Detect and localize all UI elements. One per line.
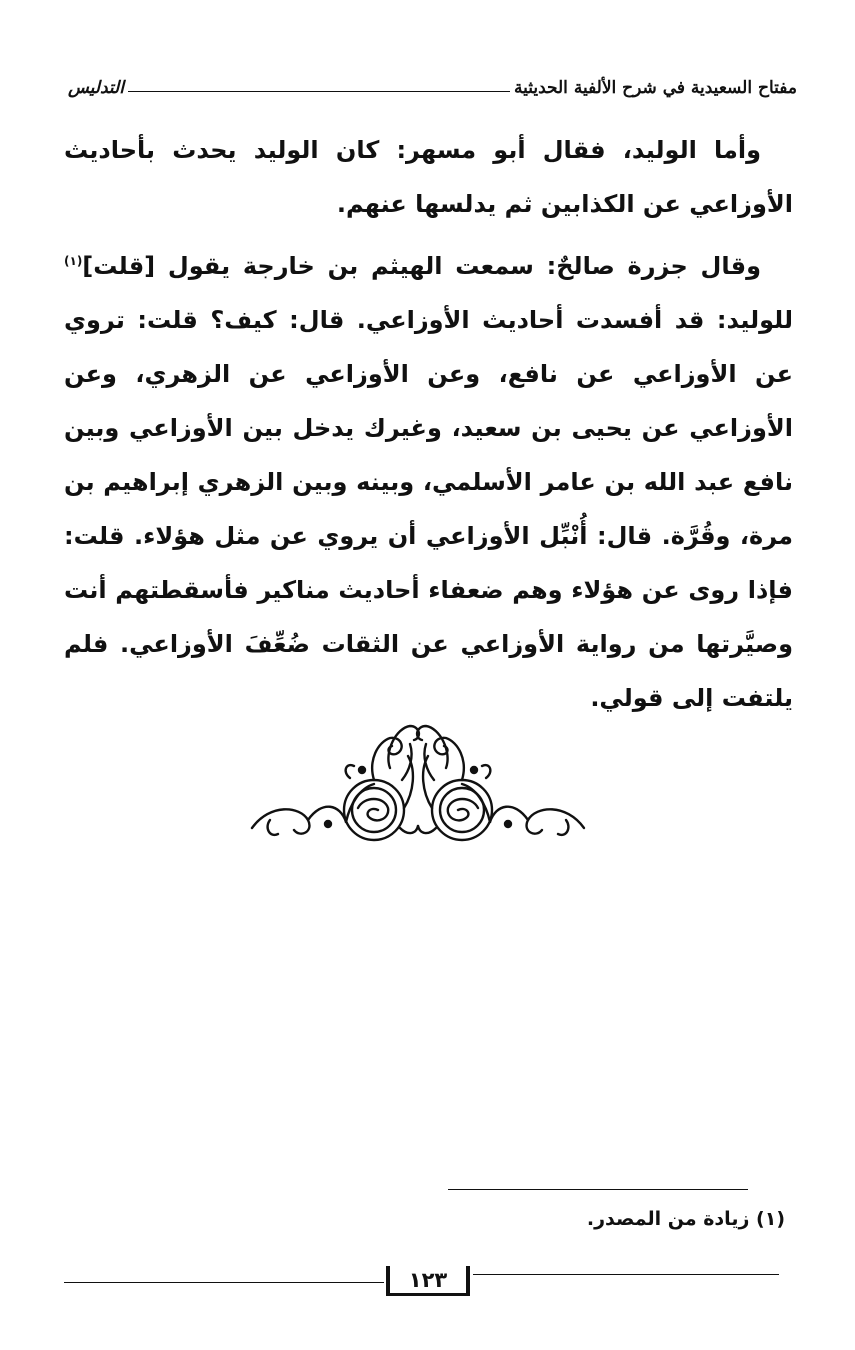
paragraph-text: للوليد: قد أفسدت أحاديث الأوزاعي. قال: كيف؟ قلت: تروي عن الأوزاعي عن نافع، وعن الأوزاعي عن الزهري، وعن الأوزاعي عن يحيى بن سعيد، وغيرك يدخل بين الأوزاعي وبين نافع عبد الله بن عامر الأسلمي، وبينه وبين الزهري إبراهيم بن مرة، وقُرَّة. قال: أُنْبِّل الأوزاعي أن يروي عن مثل هؤلاء. قلت: فإذا روى عن هؤلاء وهم ضعفاء أحاديث مناكير فأسقطتهم أنت وصيَّرتها من رواية الأوزاعي عن الثقات ضُعِّفَ الأوزاعي. فلم يلتفت إلى قولي. — [64, 306, 793, 712]
paragraph — [64, 239, 793, 725]
ornament-right-half — [417, 726, 584, 840]
book-title: مفتاح السعيدية في شرح الألفية الحديثية — [514, 78, 797, 98]
floral-ornament-icon — [250, 708, 586, 848]
body-text — [64, 123, 793, 725]
paragraph-text: وقال جزرة صالحٌ: سمعت الهيثم بن خارجة يقول [قلت] — [82, 252, 761, 280]
ornament-left-half — [252, 726, 419, 840]
page-footer — [64, 1262, 779, 1302]
footnote-reference: (١) — [64, 254, 83, 268]
footnote-separator — [448, 1189, 748, 1190]
chapter-title: التدليس — [68, 78, 124, 98]
paragraph: وأما الوليد، فقال أبو مسهر: كان الوليد يحدث بأحاديث الأوزاعي عن الكذابين ثم يدلسها عنهم. — [64, 136, 793, 218]
footnote: (١) زيادة من المصدر. — [586, 1208, 785, 1230]
footer-rule-right — [473, 1274, 779, 1275]
footer-rule-left — [64, 1282, 384, 1283]
page-number: ١٢٣ — [386, 1266, 470, 1296]
header-rule — [128, 91, 510, 92]
running-header — [68, 62, 797, 98]
